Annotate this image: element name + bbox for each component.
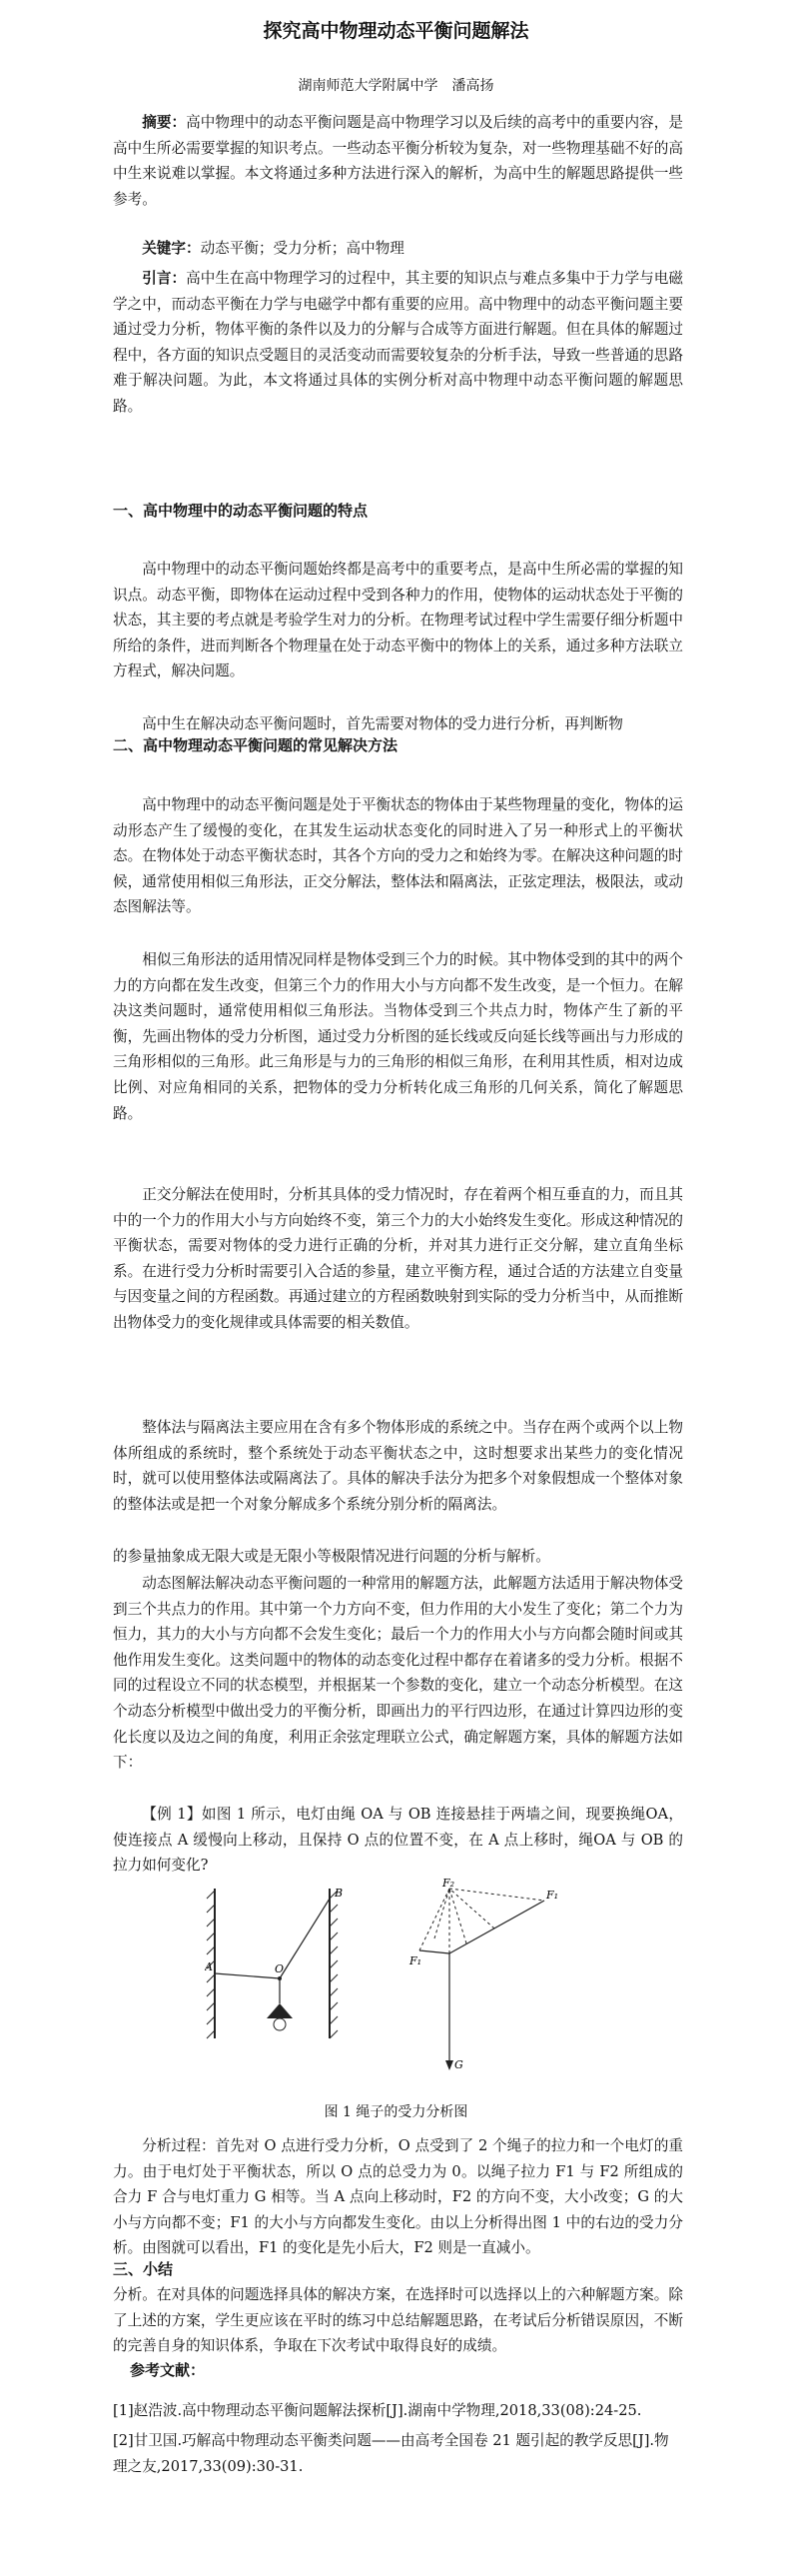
example-1: 【例 1】如图 1 所示，电灯由绳 OA 与 OB 连接悬挂于两墙之间，现要换绳OA，使连接点 A 缓慢向上移动，且保持 O 点的位置不变，在 A 点上移时，绳OA 与 OB 的拉力如何变化? (113, 1806, 683, 1875)
lamp-bulb (274, 2018, 286, 2030)
reference-1: [1]赵浩波.高中物理动态平衡问题解法探析[J].湖南中学物理,2018,33(08):24-25. (113, 2402, 642, 2419)
rope-ob (280, 1899, 330, 1978)
f1-vector (419, 1950, 449, 1953)
force-analysis (408, 1879, 558, 2071)
f2-vector (449, 1901, 544, 1953)
section1-paragraph-1: 高中物理中的动态平衡问题始终都是高考中的重要考点，是高中生所必需的掌握的知识点。动态平衡，即物体在运动过程中受到各种力的作用，使物体的运动状态处于平衡的状态，其主要的考点就是考验学生对力的分析。在物理考试过程中学生需要仔细分析题中所给的条件，进而判断各个物理量在处于动态平衡中的物体上的关系，通过多种方法联立方程式，解决问题。 (113, 561, 683, 680)
abstract (113, 110, 683, 212)
reference-2: [2]甘卫国.巧解高中物理动态平衡类问题——由高考全国卷 21 题引起的教学反思[J].物理之友,2017,33(09):30-31. (113, 2432, 669, 2475)
label-o: O (275, 1962, 285, 1975)
references-title: 参考文献： (130, 2361, 206, 2379)
section2-paragraph-2: 相似三角形法的适用情况同样是物体受到三个力的时候。其中物体受到的其中的两个力的方向都在发生改变，但第三个力的作用大小与方向都不发生改变，是一个恒力。在解决这类问题时，通常使用相似三角形法。当物体受到三个共点力时，物体产生了新的平衡，先画出物体的受力分析图，通过受力分析图的延长线或反向延长线等画出与力形成的三角形相似的三角形。此三角形是与力的三角形的相似三角形，在利用其性质，相对边成比例、对应角相同的关系，把物体的受力分析转化成三角形的几何关系，简化了解题思路。 (113, 951, 683, 1122)
abstract-text: 高中物理中的动态平衡问题是高中物理学习以及后续的高考中的重要内容，是高中生所必需要掌握的知识考点。一些动态平衡分析较为复杂，对一些物理基础不好的高中生来说难以掌握。本文将通过多种方法进行深入的解析，为高中生的解题思路提供一些参考。 (113, 114, 683, 208)
keywords-label: 关键字： (142, 240, 201, 257)
point-o (278, 1976, 282, 1980)
figure-caption: 图 1 绳子的受力分析图 (324, 2104, 468, 2120)
label-b: B (335, 1887, 344, 1900)
label-g: G (454, 2058, 463, 2071)
intro-label: 引言： (142, 270, 187, 287)
keywords-text: 动态平衡；受力分析；高中物理 (200, 240, 404, 257)
section2-paragraph-6: 动态图解法解决动态平衡问题的一种常用的解题方法，此解题方法适用于解决物体受到三个共点力的作用。其中第一个力方向不变，但力作用的大小发生了变化；第二个力为恒力，其力的大小与方向都不会发生变化；最后一个力的作用大小与方向都会随时间或其他作用发生变化。这类问题中的物体的动态变化过程中都存在着诸多的受力分析。根据不同的过程设立不同的状态模型，并根据某一个参数的变化，建立一个动态分析模型。在这个动态分析模型中做出受力的平衡分析，即画出力的平行四边形，在通过计算四边形的变化长度以及边之间的角度，利用正余弦定理联立公式，确定解题方案，具体的解题方法如下： (113, 1575, 683, 1772)
rope-oa (215, 1973, 280, 1978)
section2-paragraph-4: 整体法与隔离法主要应用在含有多个物体形成的系统之中。当存在两个或两个以上物体所组成的系统时，整个系统处于动态平衡状态之中，这时想要求出某些力的变化情况时，就可以使用整体法或隔离法了。具体的解决手法分为把多个对象假想成一个整体对象的整体法或是把一个对象分解成多个系统分别分析的隔离法。 (113, 1419, 683, 1513)
section1-heading: 一、高中物理中的动态平衡问题的特点 (113, 502, 369, 520)
section3-text: 分析。在对具体的问题选择具体的解决方案，在选择时可以选择以上的六种解题方案。除了上述的方案，学生更应该在平时的练习中总结解题思路，在考试后分析错误原因，不断的完善自身的知识体系，争取在下次考试中取得良好的成绩。 (113, 2286, 683, 2355)
author-line: 湖南师范大学附属中学 潘高扬 (298, 78, 494, 94)
right-wall (330, 1889, 338, 2038)
lamp-shade (267, 2003, 293, 2018)
paper-title: 探究高中物理动态平衡问题解法 (263, 20, 529, 42)
section2-heading: 二、高中物理动态平衡问题的常见解决方法 (113, 736, 398, 754)
section1-paragraph-2: 高中生在解决动态平衡问题时，首先需要对物体的受力进行分析，再判断物 (142, 715, 623, 732)
section2-paragraph-1: 高中物理中的动态平衡问题是处于平衡状态的物体由于某些物理量的变化，物体的运动形态产生了缓慢的变化，在其发生运动状态变化的同时进入了另一种形式上的平衡状态。在物体处于动态平衡状态时，其各个方向的受力之和始终为零。在解决这种问题的时候，通常使用相似三角形法，正交分解法，整体法和隔离法，正弦定理法，极限法，或动态图解法等。 (113, 796, 683, 916)
analysis-paragraph: 分析过程：首先对 O 点进行受力分析，O 点受到了 2 个绳子的拉力和一个电灯的重力。由于电灯处于平衡状态，所以 O 点的总受力为 0。以绳子拉力 F1 与 F2 所组成的合力 F 合与电灯重力 G 相等。当 A 点向上移动时，F2 的方向不变，大小改变；G 的大小与方向都不变；F1 的大小与方向都发生变化。由以上分析得出图 1 中的右边的受力分析。由图就可以看出，F1 的变化是先小后大，F2 则是一直减小。 (113, 2137, 683, 2257)
label-f1: F₁ (409, 1954, 422, 1967)
force-diagram (205, 1879, 584, 2088)
keywords (113, 236, 683, 262)
introduction (113, 266, 683, 420)
section3-heading: 三、小结 (113, 2260, 174, 2278)
abstract-label: 摘要： (142, 114, 187, 131)
section2-paragraph-3: 正交分解法在使用时，分析其具体的受力情况时，存在着两个相互垂直的力，而且其中的一个力的作用大小与方向始终不变，第三个力的大小始终发生变化。形成这种情况的平衡状态，需要对物体的受力进行正确的分析，并对其力进行正交分解，建立直角坐标系。在进行受力分析时需要引入合适的参量，建立平衡方程，通过合适的方法建立自变量与因变量之间的方程函数。再通过建立的方程函数映射到实际的受力分析当中，从而推断出物体受力的变化规律或具体需要的相关数值。 (113, 1186, 683, 1331)
label-fi: F₁ (546, 1889, 559, 1902)
section2-paragraph-5: 的参量抽象成无限大或是无限小等极限情况进行问题的分析与解析。 (113, 1548, 550, 1565)
label-f2: F₂ (442, 1879, 455, 1890)
intro-text: 高中生在高中物理学习的过程中，其主要的知识点与难点多集中于力学与电磁学之中，而动态平衡在力学与电磁学中都有重要的应用。高中物理中的动态平衡问题主要通过受力分析，物体平衡的条件以及力的分解与合成等方面进行解题。但在具体的解题过程中，各方面的知识点受题目的灵活变动而需要较复杂的分析手法，导致一些普通的思路难于解决问题。为此，本文将通过具体的实例分析对高中物理中动态平衡问题的解题思路。 (113, 270, 683, 415)
label-a: A (205, 1960, 213, 1973)
